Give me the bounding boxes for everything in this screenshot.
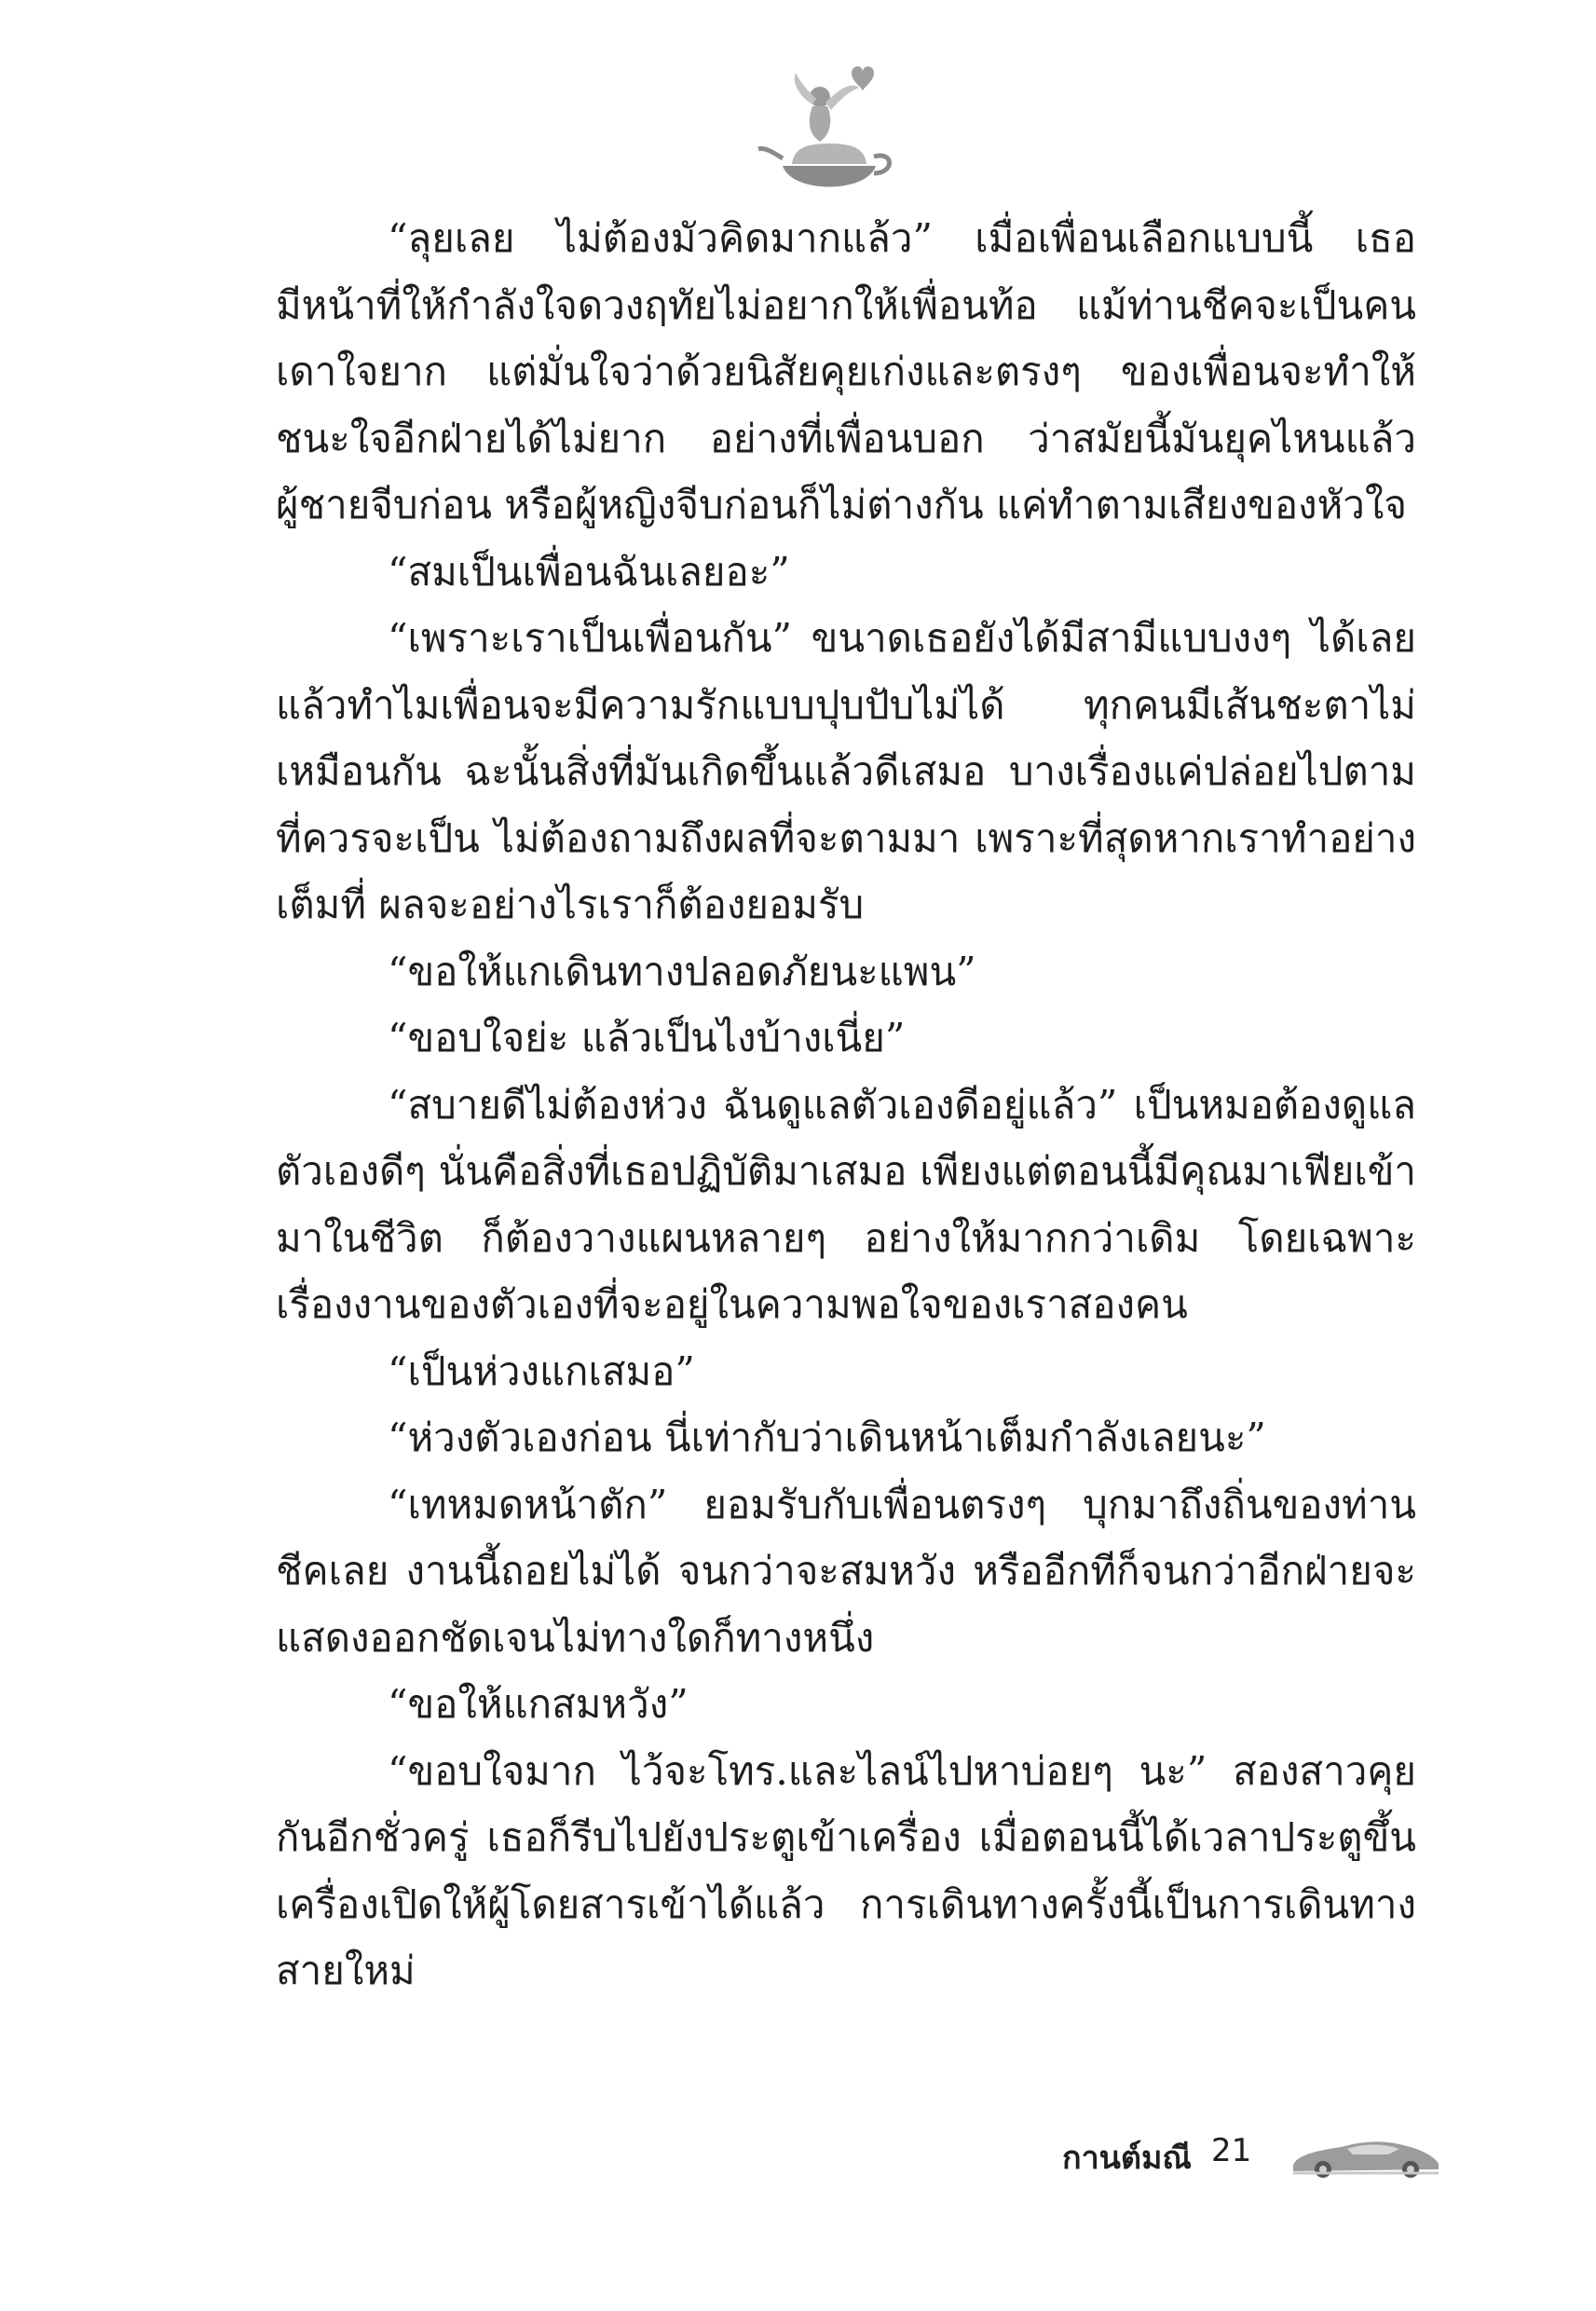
paragraph: “เทหมดหน้าตัก” ยอมรับกับเพื่อนตรงๆ บุกมาถึงถิ่นของท่านชีคเลย งานนี้ถอยไม่ได้ จนกว่าจะสมหวัง หรืออีกทีก็จนกว่าอีกฝ่ายจะแสดงออกชัดเจนไม่ทางใดก็ทางหนึ่ง: [276, 1481, 1416, 1661]
book-title: กานต์มณี: [1062, 2140, 1192, 2177]
paragraph: “เป็นห่วงแกเสมอ”: [388, 1347, 695, 1394]
paragraph: “ลุยเลย ไม่ต้องมัวคิดมากแล้ว” เมื่อเพื่อนเลือกแบบนี้ เธอมีหน้าที่ให้กำลังใจดวงฤทัยไม่อยากให้เพื่อนท้อ แม้ท่านชีคจะเป็นคนเดาใจยาก แต่มั่นใจว่าด้วยนิสัยคุยเก่งและตรงๆ ของเพื่อนจะทำให้ชนะใจอีกฝ่ายได้ไม่ยาก อย่างที่เพื่อนบอก ว่าสมัยนี้มันยุคไหนแล้วผู้ชายจีบก่อน หรือผู้หญิงจีบก่อนก็ไม่ต่างกัน แค่ทำตามเสียงของหัวใจ: [276, 215, 1416, 527]
page-footer: [1062, 2113, 1453, 2197]
paragraph: “สบายดีไม่ต้องห่วง ฉันดูแลตัวเองดีอยู่แล้ว” เป็นหมอต้องดูแลตัวเองดีๆ นั่นคือสิ่งที่เธอปฏิบัติมาเสมอ เพียงแต่ตอนนี้มีคุณมาเฟียเข้ามาในชีวิต ก็ต้องวางแผนหลายๆ อย่างให้มากกว่าเดิม โดยเฉพาะเรื่องงานของตัวเองที่จะอยู่ในความพอใจของเราสองคน: [276, 1081, 1416, 1327]
cupid-teacup-ornament-icon: [755, 54, 904, 203]
page-number: 21: [1211, 2132, 1252, 2169]
paragraph: “ขอบใจมาก ไว้จะโทร.และไลน์ไปหาบ่อยๆ นะ” สองสาวคุยกันอีกชั่วครู่ เธอก็รีบไปยังประตูเข้าเครื่อง เมื่อตอนนี้ได้เวลาประตูขึ้นเครื่องเปิดให้ผู้โดยสารเข้าได้แล้ว การเดินทางครั้งนี้เป็นการเดินทางสายใหม่: [276, 1747, 1416, 1993]
paragraph: “ขอให้แกสมหวัง”: [388, 1681, 689, 1727]
paragraph: “ขอให้แกเดินทางปลอดภัยนะแพน”: [388, 948, 976, 994]
body-text: [276, 205, 1416, 2004]
paragraph: “สมเป็นเพื่อนฉันเลยอะ”: [388, 548, 790, 595]
paragraph: “เพราะเราเป็นเพื่อนกัน” ขนาดเธอยังได้มีสามีแบบงงๆ ได้เลยแล้วทำไมเพื่อนจะมีความรักแบบปุบปับไม่ได้ ทุกคนมีเส้นชะตาไม่เหมือนกัน ฉะนั้นสิ่งที่มันเกิดขึ้นแล้วดีเสมอ บางเรื่องแค่ปล่อยไปตามที่ควรจะเป็น ไม่ต้องถามถึงผลที่จะตามมา เพราะที่สุดหากเราทำอย่างเต็มที่ ผลจะอย่างไรเราก็ต้องยอมรับ: [276, 615, 1416, 927]
paragraph: “ขอบใจย่ะ แล้วเป็นไงบ้างเนี่ย”: [388, 1015, 906, 1060]
sports-car-icon: [1286, 2128, 1444, 2184]
paragraph: “ห่วงตัวเองก่อน นี่เท่ากับว่าเดินหน้าเต็มกำลังเลยนะ”: [388, 1415, 1266, 1460]
